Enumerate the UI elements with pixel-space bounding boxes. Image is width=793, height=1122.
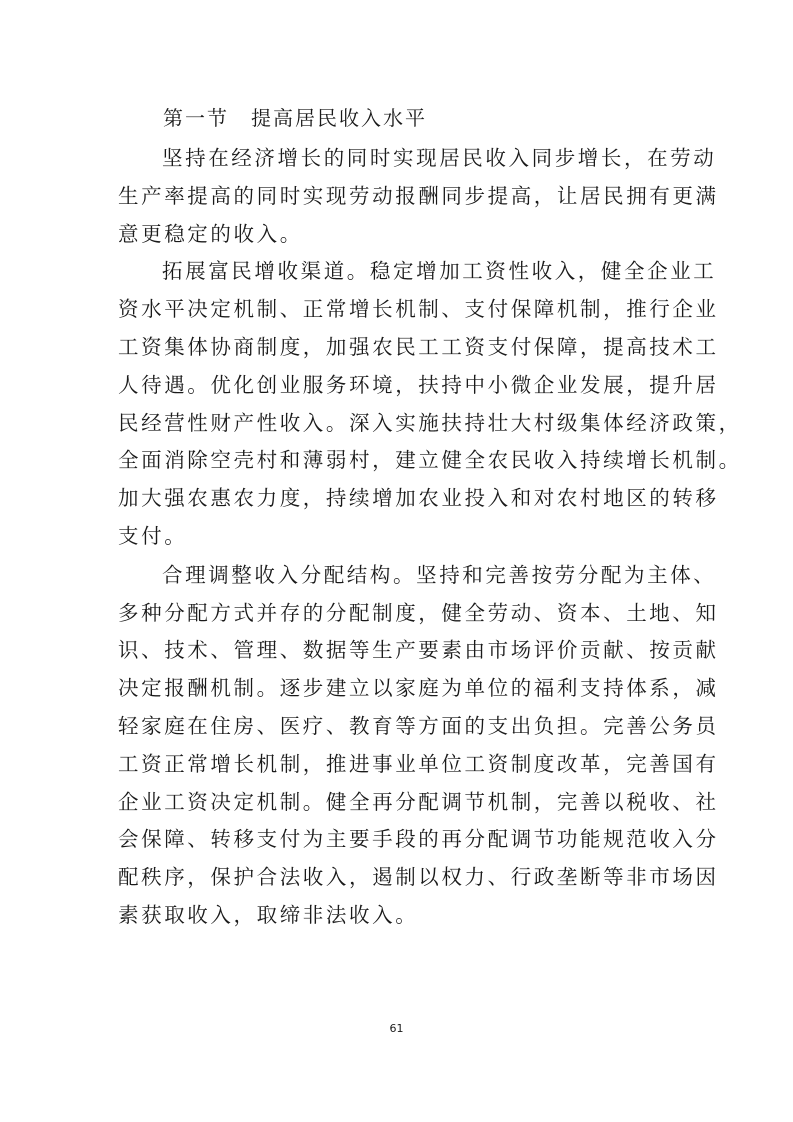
paragraph-3-line-1 <box>118 557 717 595</box>
paragraph-2-line-5: 民经营性财产性收入。深入实施扶持壮大村级集体经济政策， <box>118 410 742 435</box>
paragraph-3-line-6: 工资正常增长机制，推进事业单位工资制度改革，完善国有 <box>118 751 719 776</box>
paragraph-3-line-10: 素获取收入，取缔非法收入。 <box>118 902 419 927</box>
paragraph-3-line-7: 企业工资决定机制。健全再分配调节机制，完善以税收、社 <box>118 789 719 814</box>
paragraph-3-line-2: 多种分配方式并存的分配制度，健全劳动、资本、土地、知 <box>118 600 719 625</box>
paragraph-3-first-rest: 坚持和完善按劳分配为主体、 <box>416 562 717 587</box>
paragraph-2-first-rest: 稳定增加工资性收入，健全企业工 <box>369 259 717 284</box>
paragraph-2-line-6: 全面消除空壳村和薄弱村，建立健全农民收入持续增长机制。 <box>118 448 742 473</box>
paragraph-1-line-3: 意更稳定的收入。 <box>118 221 303 246</box>
paragraph-3-line-3: 识、技术、管理、数据等生产要素由市场评价贡献、按贡献 <box>118 638 719 663</box>
paragraph-2-lead: 拓展富民增收渠道。 <box>162 259 370 284</box>
section-heading: 第一节 提高居民收入水平 <box>163 106 427 130</box>
paragraph-2-line-2: 资水平决定机制、正常增长机制、支付保障机制，推行企业 <box>118 297 719 322</box>
body-text <box>118 140 742 935</box>
paragraph-3-lead: 合理调整收入分配结构。 <box>162 562 417 587</box>
paragraph-2-line-8: 支付。 <box>118 523 188 548</box>
paragraph-2-line-4: 人待遇。优化创业服务环境，扶持中小微企业发展，提升居 <box>118 372 719 397</box>
paragraph-3-line-5: 轻家庭在住房、医疗、教育等方面的支出负担。完善公务员 <box>118 713 719 738</box>
paragraph-1-line-1: 坚持在经济增长的同时实现居民收入同步增长，在劳动 <box>162 146 717 170</box>
paragraph-2-line-1 <box>118 253 717 291</box>
paragraph-2-line-7: 加大强农惠农力度，持续增加农业投入和对农村地区的转移 <box>118 486 719 511</box>
paragraph-3-line-8: 会保障、转移支付为主要手段的再分配调节功能规范收入分 <box>118 827 719 852</box>
page-number: 61 <box>389 1022 404 1035</box>
paragraph-1-line-2: 生产率提高的同时实现劳动报酬同步提高，让居民拥有更满 <box>118 183 719 208</box>
paragraph-3-line-9: 配秩序，保护合法收入，遏制以权力、行政垄断等非市场因 <box>118 865 719 890</box>
paragraph-2-line-3: 工资集体协商制度，加强农民工工资支付保障，提高技术工 <box>118 334 719 359</box>
paragraph-3-line-4: 决定报酬机制。逐步建立以家庭为单位的福利支持体系，减 <box>118 676 719 701</box>
